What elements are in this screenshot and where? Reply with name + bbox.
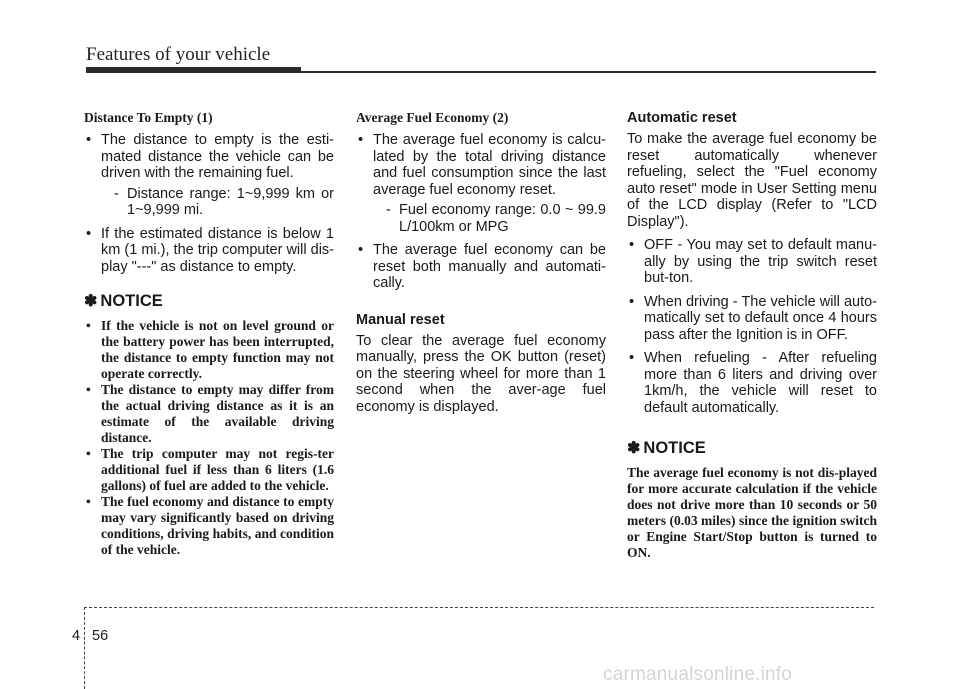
manual-reset-text: To clear the average fuel economy manually, press the OK button (reset) on the steering wheel for more than 1 second when the aver-age fuel economy is displayed. xyxy=(356,332,606,415)
notice-text-right: The average fuel economy is not dis-played for more accurate calculation if the vehicle does not drive more than 10 seconds or 50 meters (0.03 miles) since the ignition switch or Engine Start/Stop button is turned to ON. xyxy=(627,465,877,560)
asterisk-icon: ✽ xyxy=(627,440,641,457)
notice-item: • The fuel economy and distance to empty may vary significantly based on driving conditions, driving habits, and condition of the vehicle. xyxy=(84,494,334,558)
manual-reset-heading: Manual reset xyxy=(356,311,445,328)
afe-bullet-2: • The average fuel economy can be reset both manually and automati-cally. xyxy=(356,242,606,292)
afe-heading: Average Fuel Economy (2) xyxy=(356,110,509,125)
automatic-reset-heading: Automatic reset xyxy=(627,110,737,126)
afe-bullet-1-text: The average fuel economy is calcu-lated by the total driving distance and fuel consumption since the last average fuel economy reset. xyxy=(373,132,606,198)
dte-sub-1: - Distance range: 1~9,999 km or 1~9,999 mi. xyxy=(105,186,334,219)
footer-rule xyxy=(84,607,874,608)
dte-heading: Distance To Empty (1) xyxy=(84,110,213,125)
afe-sub-1: - Fuel economy range: 0.0 ~ 99.9 L/100km or MPG xyxy=(377,202,606,235)
column-right xyxy=(627,110,877,561)
dte-bullet-1 xyxy=(84,132,334,219)
notice-item: • The distance to empty may differ from the actual driving distance as it is an estimate of the available driving distance. xyxy=(84,382,334,446)
header-rule-thin xyxy=(86,71,876,73)
afe-bullet-1 xyxy=(356,132,606,235)
column-left xyxy=(84,110,334,558)
column-middle xyxy=(356,110,606,415)
page-number: 56 xyxy=(92,628,109,644)
watermark: carmanualsonline.info xyxy=(603,664,793,685)
section-title: Features of your vehicle xyxy=(86,44,271,65)
asterisk-icon: ✽ xyxy=(84,293,98,310)
footer-divider xyxy=(84,607,85,689)
dte-bullet-2: • If the estimated distance is below 1 km (1 mi.), the trip computer will dis-play "---" as distance to empty. xyxy=(84,226,334,276)
list-item: • When refueling - After refueling more than 6 liters and driving over 1km/h, the vehicle will reset to default automatically. xyxy=(627,350,877,416)
dte-bullet-list xyxy=(84,132,334,275)
dte-bullet-1-text: The distance to empty is the esti-mated distance the vehicle can be driven with the remaining fuel. xyxy=(101,132,334,181)
automatic-reset-list xyxy=(627,237,877,416)
afe-bullet-list xyxy=(356,132,606,292)
list-item: • When driving - The vehicle will auto-matically set to default once 4 hours pass after the Ignition is in OFF. xyxy=(627,294,877,344)
notice-title-right xyxy=(627,438,877,458)
notice-list-left xyxy=(84,318,334,558)
notice-label: NOTICE xyxy=(100,291,163,310)
automatic-reset-text: To make the average fuel economy be reset automatically whenever refueling, select the "Fuel economy auto reset" mode in User Setting menu of the LCD display (Refer to "LCD Display"). xyxy=(627,131,877,230)
chapter-number: 4 xyxy=(72,628,81,644)
list-item: • OFF - You may set to default manu-ally by using the trip switch reset but-ton. xyxy=(627,237,877,287)
notice-label: NOTICE xyxy=(643,438,706,457)
notice-item: • If the vehicle is not on level ground or the battery power has been interrupted, the distance to empty function may not operate correctly. xyxy=(84,318,334,382)
notice-item: • The trip computer may not regis-ter additional fuel if less than 6 liters (1.6 gallons) of fuel are added to the vehicle. xyxy=(84,446,334,494)
notice-title-left xyxy=(84,291,334,311)
